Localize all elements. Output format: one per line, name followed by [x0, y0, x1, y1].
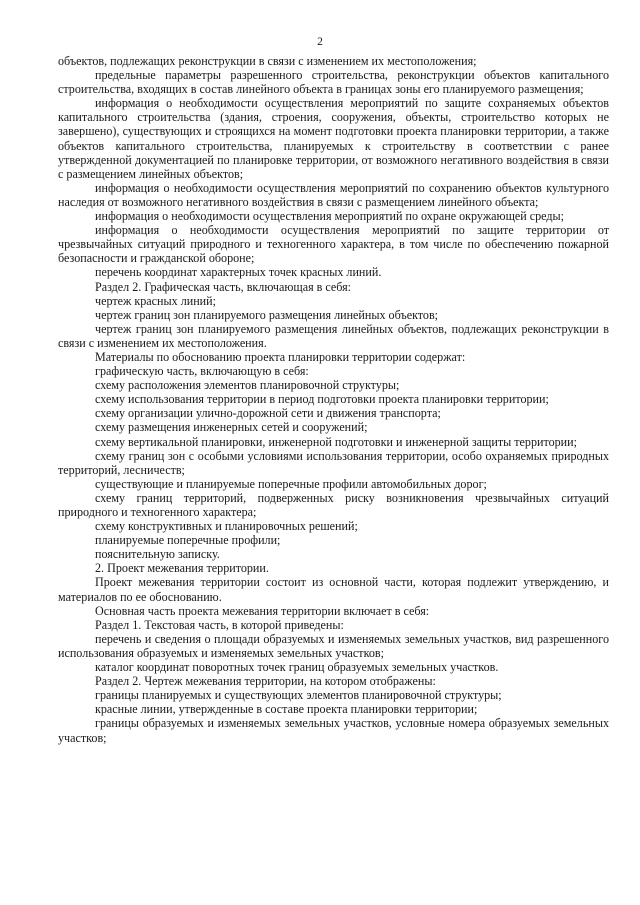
paragraph: Основная часть проекта межевания территории включает в себя:: [95, 603, 430, 618]
paragraph: планируемые поперечные профили;: [95, 533, 281, 548]
section-heading: Раздел 2. Чертеж межевания территории, на котором отображены:: [95, 674, 436, 689]
paragraph: границы образуемых и изменяемых земельных участков, условные номера образуемых земельных участков;: [58, 716, 609, 745]
paragraph: графическую часть, включающую в себя:: [95, 364, 309, 379]
paragraph: информация о необходимости осуществления мероприятий по защите территории от чрезвычайных ситуаций природного и техногенного характера, в том числе по обеспечению пожарной безопасности и гражданской обороне;: [58, 223, 609, 266]
paragraph: схему конструктивных и планировочных решений;: [95, 519, 358, 534]
paragraph: каталог координат поворотных точек границ образуемых земельных участков.: [95, 660, 499, 675]
paragraph: информация о необходимости осуществления мероприятий по охране окружающей среды;: [95, 209, 565, 224]
paragraph: Материалы по обоснованию проекта планировки территории содержат:: [95, 349, 466, 364]
paragraph: чертеж границ зон планируемого размещения линейных объектов;: [95, 307, 439, 322]
paragraph: схему размещения инженерных сетей и сооружений;: [95, 420, 368, 435]
paragraph: границы планируемых и существующих элементов планировочной структуры;: [95, 688, 502, 703]
section-heading: Раздел 1. Текстовая часть, в которой приведены:: [95, 617, 344, 632]
section-heading: Раздел 2. Графическая часть, включающая в себя:: [95, 279, 352, 294]
paragraph: перечень и сведения о площади образуемых и изменяемых земельных участков, вид разрешенного использования образуемых и изменяемых земельных участков;: [58, 631, 609, 660]
paragraph: схему организации улично-дорожной сети и движения транспорта;: [95, 406, 441, 421]
paragraph: перечень координат характерных точек красных линий.: [95, 265, 382, 280]
paragraph: чертеж красных линий;: [95, 293, 216, 308]
paragraph: информация о необходимости осуществления мероприятий по сохранению объектов культурного наследия от возможного негативного воздействия в связи с размещением линейного объекта;: [58, 180, 609, 209]
document-body: [58, 54, 609, 745]
paragraph: схему вертикальной планировки, инженерной подготовки и инженерной защиты территории;: [95, 434, 577, 449]
page-number: 2: [317, 36, 323, 48]
paragraph: чертеж границ зон планируемого размещения линейных объектов, подлежащих реконструкции в связи с изменением их местоположения.: [58, 321, 609, 350]
paragraph: схему использования территории в период подготовки проекта планировки территории;: [95, 392, 549, 407]
paragraph: объектов, подлежащих реконструкции в связи с изменением их местоположения;: [58, 54, 477, 68]
paragraph: схему границ зон с особыми условиями использования территории, особо охраняемых природных территорий, лесничеств;: [58, 448, 609, 477]
paragraph: информация о необходимости осуществления мероприятий по защите сохраняемых объектов капитального строительства (здания, строения, сооружения, объекты, строительство которых не завершено), существующих и строящихся на момент подготовки проекта планировки территории, а также объектов капитального строительства, планируемых к строительству в соответствии с ранее утвержденной документацией по планировке территории, от возможного негативного воздействия в связи с размещением линейных объектов;: [58, 96, 609, 181]
paragraph: предельные параметры разрешенного строительства, реконструкции объектов капитального строительства, входящих в состав линейного объекта в границах зоны его планируемого размещения;: [58, 68, 609, 97]
paragraph: схему границ территорий, подверженных риску возникновения чрезвычайных ситуаций природного и техногенного характера;: [58, 490, 609, 519]
paragraph: существующие и планируемые поперечные профили автомобильных дорог;: [95, 476, 487, 491]
paragraph: пояснительную записку.: [95, 547, 220, 562]
section-heading: 2. Проект межевания территории.: [95, 561, 269, 576]
paragraph: Проект межевания территории состоит из основной части, которая подлежит утверждению, и материалов по ее обоснованию.: [58, 575, 609, 604]
paragraph: красные линии, утвержденные в составе проекта планировки территории;: [95, 702, 478, 717]
paragraph: схему расположения элементов планировочной структуры;: [95, 378, 400, 393]
